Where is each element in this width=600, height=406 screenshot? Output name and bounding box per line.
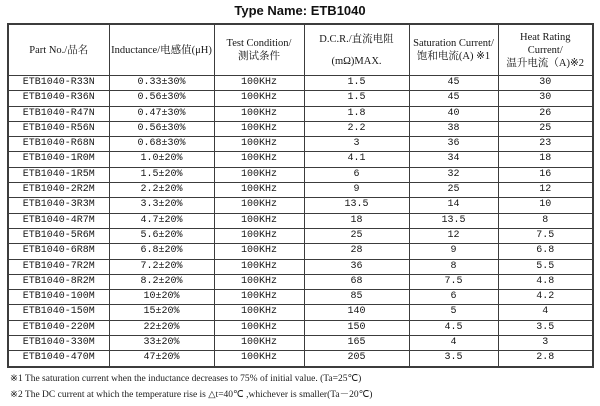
cell-saturation: 7.5 (409, 274, 498, 289)
cell-test: 100KHz (214, 76, 304, 91)
cell-dcr: 85 (304, 290, 409, 305)
table-row (8, 259, 593, 274)
cell-part: ETB1040-5R6M (8, 228, 109, 243)
cell-saturation: 12 (409, 228, 498, 243)
cell-heat: 25 (498, 121, 593, 136)
table-header-row (8, 24, 593, 76)
cell-heat: 5.5 (498, 259, 593, 274)
cell-inductance: 0.56±30% (109, 121, 214, 136)
cell-part: ETB1040-8R2M (8, 274, 109, 289)
cell-inductance: 8.2±20% (109, 274, 214, 289)
column-header-saturation (409, 24, 498, 76)
table-row (8, 106, 593, 121)
cell-test: 100KHz (214, 274, 304, 289)
table-row (8, 305, 593, 320)
column-header-line: Test Condition/ (226, 38, 292, 49)
cell-test: 100KHz (214, 213, 304, 228)
footnotes (10, 371, 592, 403)
table-row (8, 76, 593, 91)
column-header-line: Inductance/电感值(μH) (111, 44, 212, 56)
cell-part: ETB1040-470M (8, 351, 109, 367)
table-row (8, 213, 593, 228)
column-header-line: Saturation Current/ (413, 38, 494, 49)
cell-part: ETB1040-1R5M (8, 167, 109, 182)
cell-inductance: 0.56±30% (109, 91, 214, 106)
cell-test: 100KHz (214, 320, 304, 335)
cell-part: ETB1040-R56N (8, 121, 109, 136)
cell-inductance: 47±20% (109, 351, 214, 367)
cell-dcr: 18 (304, 213, 409, 228)
cell-test: 100KHz (214, 183, 304, 198)
table-row (8, 336, 593, 351)
cell-dcr: 36 (304, 259, 409, 274)
table-row (8, 274, 593, 289)
cell-inductance: 0.68±30% (109, 137, 214, 152)
cell-part: ETB1040-R33N (8, 76, 109, 91)
cell-part: ETB1040-7R2M (8, 259, 109, 274)
cell-inductance: 1.0±20% (109, 152, 214, 167)
cell-dcr: 28 (304, 244, 409, 259)
cell-heat: 4.2 (498, 290, 593, 305)
cell-dcr: 2.2 (304, 121, 409, 136)
table-row (8, 351, 593, 367)
cell-part: ETB1040-6R8M (8, 244, 109, 259)
cell-heat: 10 (498, 198, 593, 213)
cell-test: 100KHz (214, 167, 304, 182)
cell-dcr: 1.5 (304, 76, 409, 91)
table-row (8, 244, 593, 259)
cell-saturation: 36 (409, 137, 498, 152)
cell-heat: 30 (498, 76, 593, 91)
column-header-line: Part No./品名 (29, 44, 89, 56)
cell-saturation: 8 (409, 259, 498, 274)
spec-table (7, 23, 594, 368)
cell-heat: 16 (498, 167, 593, 182)
table-row (8, 198, 593, 213)
cell-dcr: 25 (304, 228, 409, 243)
cell-heat: 18 (498, 152, 593, 167)
cell-inductance: 6.8±20% (109, 244, 214, 259)
cell-part: ETB1040-330M (8, 336, 109, 351)
cell-dcr: 165 (304, 336, 409, 351)
table-row (8, 137, 593, 152)
cell-saturation: 14 (409, 198, 498, 213)
cell-inductance: 4.7±20% (109, 213, 214, 228)
cell-heat: 23 (498, 137, 593, 152)
cell-test: 100KHz (214, 137, 304, 152)
cell-saturation: 3.5 (409, 351, 498, 367)
cell-test: 100KHz (214, 228, 304, 243)
cell-part: ETB1040-4R7M (8, 213, 109, 228)
cell-saturation: 45 (409, 91, 498, 106)
footnote: ※2 The DC current at which the temperature rise is △t=40℃ ,whichever is smaller(Ta－20℃) (10, 390, 373, 400)
column-header-line: 温升电流（A)※2 (506, 57, 585, 69)
column-header-heat (498, 24, 593, 76)
cell-test: 100KHz (214, 198, 304, 213)
cell-test: 100KHz (214, 106, 304, 121)
cell-heat: 4.8 (498, 274, 593, 289)
cell-part: ETB1040-1R0M (8, 152, 109, 167)
cell-dcr: 9 (304, 183, 409, 198)
cell-test: 100KHz (214, 91, 304, 106)
cell-inductance: 33±20% (109, 336, 214, 351)
cell-part: ETB1040-R47N (8, 106, 109, 121)
cell-saturation: 13.5 (409, 213, 498, 228)
cell-inductance: 1.5±20% (109, 167, 214, 182)
cell-test: 100KHz (214, 305, 304, 320)
cell-test: 100KHz (214, 336, 304, 351)
column-header-inductance (109, 24, 214, 76)
cell-heat: 6.8 (498, 244, 593, 259)
table-row (8, 152, 593, 167)
footnote: ※1 The saturation current when the inductance decreases to 75% of initial value. (Ta=25℃) (10, 374, 362, 384)
cell-dcr: 4.1 (304, 152, 409, 167)
cell-part: ETB1040-R68N (8, 137, 109, 152)
cell-saturation: 5 (409, 305, 498, 320)
cell-inductance: 3.3±20% (109, 198, 214, 213)
cell-heat: 8 (498, 213, 593, 228)
cell-heat: 30 (498, 91, 593, 106)
column-header-line: 饱和电流(A) ※1 (416, 51, 491, 62)
cell-saturation: 9 (409, 244, 498, 259)
cell-test: 100KHz (214, 244, 304, 259)
cell-test: 100KHz (214, 152, 304, 167)
cell-saturation: 40 (409, 106, 498, 121)
cell-dcr: 140 (304, 305, 409, 320)
column-header-line: Current/ (527, 44, 563, 56)
cell-saturation: 6 (409, 290, 498, 305)
cell-saturation: 32 (409, 167, 498, 182)
cell-dcr: 13.5 (304, 198, 409, 213)
cell-saturation: 45 (409, 76, 498, 91)
cell-heat: 4 (498, 305, 593, 320)
cell-inductance: 15±20% (109, 305, 214, 320)
cell-test: 100KHz (214, 121, 304, 136)
column-header-dcr (304, 24, 409, 76)
cell-inductance: 7.2±20% (109, 259, 214, 274)
column-header-line: (mΩ)MAX. (331, 55, 382, 67)
table-header (8, 24, 593, 76)
cell-inductance: 0.47±30% (109, 106, 214, 121)
cell-inductance: 2.2±20% (109, 183, 214, 198)
page-title: Type Name: ETB1040 (234, 3, 366, 18)
table-row (8, 290, 593, 305)
table-row (8, 167, 593, 182)
cell-part: ETB1040-3R3M (8, 198, 109, 213)
column-header-line: 测试条件 (238, 51, 280, 62)
column-header-line: D.C.R./直流电阻 (319, 33, 394, 45)
cell-inductance: 10±20% (109, 290, 214, 305)
cell-dcr: 3 (304, 137, 409, 152)
cell-inductance: 0.33±30% (109, 76, 214, 91)
cell-dcr: 68 (304, 274, 409, 289)
cell-saturation: 25 (409, 183, 498, 198)
cell-dcr: 205 (304, 351, 409, 367)
cell-dcr: 1.8 (304, 106, 409, 121)
cell-saturation: 38 (409, 121, 498, 136)
cell-part: ETB1040-150M (8, 305, 109, 320)
table-body (8, 76, 593, 367)
cell-test: 100KHz (214, 351, 304, 367)
cell-heat: 7.5 (498, 228, 593, 243)
cell-heat: 2.8 (498, 351, 593, 367)
cell-inductance: 22±20% (109, 320, 214, 335)
cell-inductance: 5.6±20% (109, 228, 214, 243)
cell-heat: 12 (498, 183, 593, 198)
column-header-line: Heat Rating (520, 31, 571, 43)
cell-part: ETB1040-100M (8, 290, 109, 305)
cell-test: 100KHz (214, 259, 304, 274)
cell-part: ETB1040-220M (8, 320, 109, 335)
table-row (8, 91, 593, 106)
table-row (8, 320, 593, 335)
cell-part: ETB1040-R36N (8, 91, 109, 106)
cell-dcr: 6 (304, 167, 409, 182)
cell-part: ETB1040-2R2M (8, 183, 109, 198)
column-header-part (8, 24, 109, 76)
cell-test: 100KHz (214, 290, 304, 305)
cell-dcr: 1.5 (304, 91, 409, 106)
cell-saturation: 4 (409, 336, 498, 351)
cell-saturation: 34 (409, 152, 498, 167)
table-row (8, 228, 593, 243)
table-row (8, 183, 593, 198)
cell-heat: 3 (498, 336, 593, 351)
column-header-test (214, 24, 304, 76)
table-row (8, 121, 593, 136)
cell-saturation: 4.5 (409, 320, 498, 335)
cell-heat: 26 (498, 106, 593, 121)
cell-dcr: 150 (304, 320, 409, 335)
cell-heat: 3.5 (498, 320, 593, 335)
